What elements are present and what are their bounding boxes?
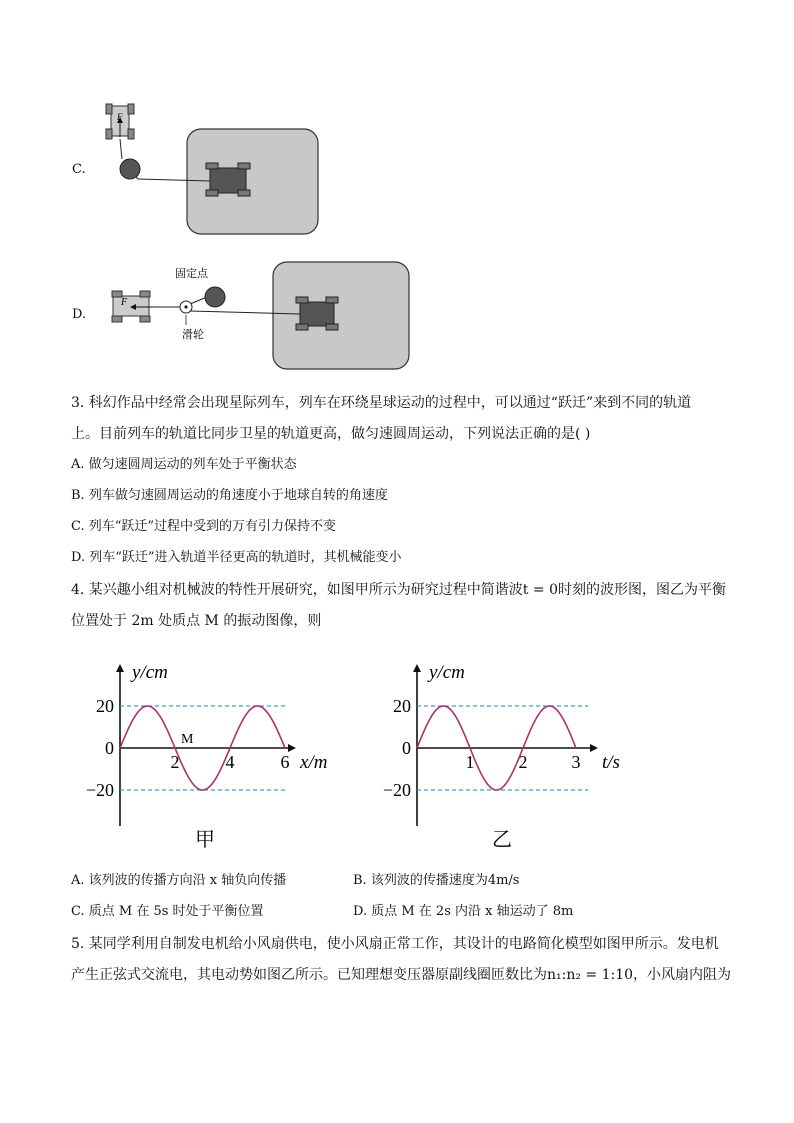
x-axis-label: t/s (602, 752, 620, 773)
field-car-d (296, 297, 338, 330)
x-axis-arrow (590, 744, 598, 752)
q3-option-a: A. 做匀速圆周运动的列车处于平衡状态 (71, 457, 297, 472)
field-car (206, 163, 250, 196)
wave-chart-jia (80, 650, 350, 860)
q3-option-d: D. 列车“跃迁”进入轨道半径更高的轨道时，其机械能变小 (71, 550, 402, 565)
y-tick-label: −20 (85, 780, 114, 800)
force-label-d: F (121, 297, 128, 308)
y-tick-label: 20 (393, 696, 411, 716)
x-tick-label: 1 (465, 752, 475, 772)
q4-option-a: A. 该列波的传播方向沿 x 轴负向传播 (71, 873, 287, 888)
y-axis-label: y/cm (429, 662, 465, 683)
force-label-c: F (117, 112, 123, 122)
y-tick-label: −20 (382, 780, 411, 800)
fixed-point-label: 固定点 (175, 268, 208, 280)
figure-d (60, 255, 420, 375)
y-axis-arrow (116, 664, 124, 672)
q4-option-c: C. 质点 M 在 5s 时处于平衡位置 (71, 904, 264, 919)
ball (120, 159, 140, 179)
x-tick-label: 4 (225, 752, 235, 772)
figure-c-diagram (60, 95, 340, 215)
figure-c (60, 95, 340, 215)
q3-option-c: C. 列车“跃迁”过程中受到的万有引力保持不变 (71, 519, 337, 534)
y-tick-label: 0 (105, 738, 114, 758)
x-axis-arrow (288, 744, 296, 752)
chart-title: 乙 (492, 829, 512, 851)
point-m-label: M (181, 732, 194, 747)
q3-stem-line2: 上。目前列车的轨道比同步卫星的轨道更高，做匀速圆周运动，下列说法正确的是( ) (71, 426, 591, 442)
y-axis-arrow (413, 664, 421, 672)
q4-stem-line1: 4. 某兴趣小组对机械波的特性开展研究，如图甲所示为研究过程中简谐波t = 0时刻的波形图，图乙为平衡 (71, 582, 726, 598)
q4-option-d: D. 质点 M 在 2s 内沿 x 轴运动了 8m (353, 904, 574, 919)
option-d-label: D. (72, 307, 87, 322)
fixed-point (205, 287, 225, 307)
pulley-label: 滑轮 (182, 329, 204, 341)
vibration-chart-yi (370, 650, 630, 860)
option-c-label: C. (72, 162, 86, 177)
q5-stem-line2: 产生正弦式交流电，其电动势如图乙所示。已知理想变压器原副线圈匝数比为n₁:n₂ = 1:10，小风扇内阻为 (71, 967, 732, 983)
q5-stem-line1: 5. 某同学利用自制发电机给小风扇供电，使小风扇正常工作，其设计的电路简化模型如图甲所示。发电机 (71, 936, 719, 952)
y-tick-label: 20 (96, 696, 114, 716)
y-axis-label: y/cm (132, 662, 168, 683)
pull-car-d (112, 291, 154, 322)
q4-stem-line2: 位置处于 2m 处质点 M 的振动图像，则 (71, 613, 322, 629)
q3-stem-line1: 3. 科幻作品中经常会出现星际列车，列车在环绕星球运动的过程中，可以通过“跃迁”来到不同的轨道 (71, 395, 692, 411)
q3-option-b: B. 列车做匀速圆周运动的角速度小于地球自转的角速度 (71, 488, 388, 503)
x-tick-label: 2 (518, 752, 528, 772)
field-rect-d (273, 262, 409, 369)
x-axis-label: x/m (300, 752, 328, 773)
x-tick-label: 6 (280, 752, 290, 772)
x-tick-label: 3 (571, 752, 581, 772)
figure-d-diagram (60, 255, 420, 375)
x-tick-label: 2 (170, 752, 180, 772)
q4-option-b: B. 该列波的传播速度为4m/s (353, 873, 520, 888)
y-tick-label: 0 (402, 738, 411, 758)
chart-title: 甲 (195, 829, 215, 851)
field-rect (187, 129, 318, 234)
